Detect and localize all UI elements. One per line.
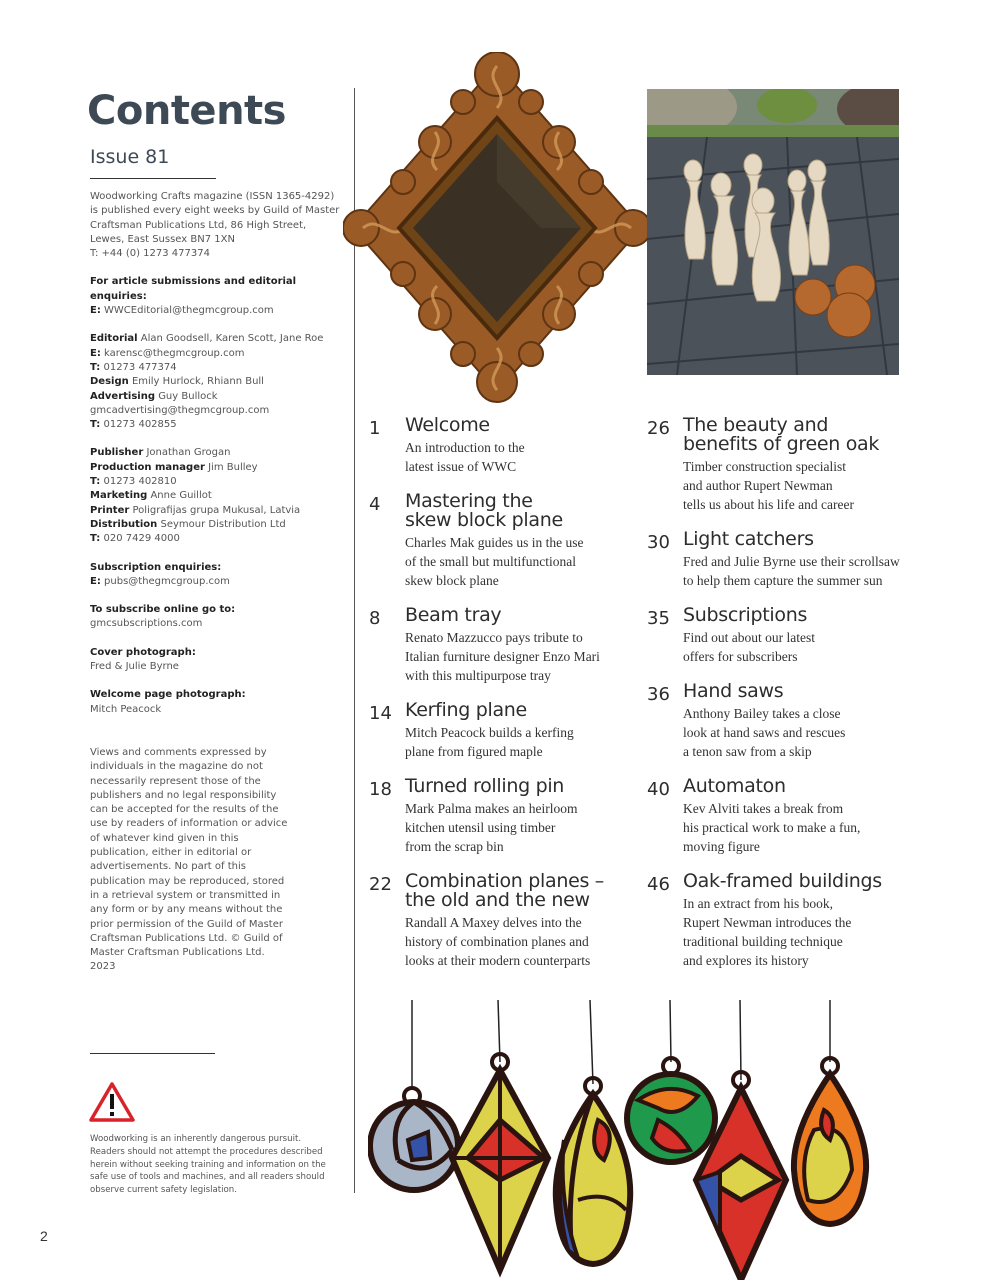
contents-page-number: 14	[369, 703, 392, 724]
contents-page-number: 8	[369, 608, 381, 629]
printer-name: Poligrafijas grupa Mukusal, Latvia	[132, 504, 301, 516]
contents-description: Find out about our latest offers for subscribers	[683, 630, 815, 664]
contents-description: Renato Mazzucco pays tribute to Italian furniture designer Enzo Mari with this multipurpose tray	[405, 630, 600, 683]
production-block	[90, 446, 340, 546]
printer-label: Printer	[90, 504, 130, 516]
safety-notice: Woodworking is an inherently dangerous pursuit. Readers should not attempt the procedures described herein without seeking training and information on the safe use of tools and machines, and all readers should observe current safety legislation.	[90, 1134, 326, 1196]
round-light-catcher	[627, 1058, 715, 1162]
contents-description: Kev Alviti takes a break from his practical work to make a fun, moving figure	[683, 801, 861, 854]
production-label: Production manager	[90, 461, 205, 473]
submissions-block	[90, 275, 340, 318]
warning-triangle-icon	[89, 1082, 135, 1122]
contents-page-number: 36	[647, 684, 670, 705]
contents-description: Charles Mak guides us in the use of the small but multifunctional skew block plane	[405, 535, 584, 588]
subscribe-online-label: To subscribe online go to:	[90, 604, 236, 616]
editorial-phone: 01273 477374	[103, 361, 177, 373]
distribution-phone: 020 7429 4000	[103, 533, 180, 545]
contents-title: Mastering the skew block plane	[405, 490, 563, 531]
contents-description: An introduction to the latest issue of WWC	[405, 440, 525, 474]
advertising-phone-label: T:	[90, 419, 101, 431]
advertising-phone: 01273 402855	[103, 419, 177, 431]
page-number: 2	[40, 1228, 48, 1244]
contents-description: Randall A Maxey delves into the history of combination planes and looks at their modern counterparts	[405, 915, 591, 968]
contents-page-number: 22	[369, 874, 392, 895]
contents-description: Anthony Bailey takes a close look at hand saws and rescues a tenon saw from a skip	[683, 706, 846, 759]
contents-title: Welcome	[405, 414, 490, 436]
contents-description: Mark Palma makes an heirloom kitchen utensil using timber from the scrap bin	[405, 801, 578, 854]
disclaimer: Views and comments expressed by individuals in the magazine do not necessarily represent those of the publishers and no legal responsibility can be accepted for the results of the use by readers of information or advice of whatever kind given in this publication, either in editorial or advertisements. No part of this publication may be reproduced, stored in a retrieval system or transmitted in any form or by any means without the prior permission of the Guild of Master Craftsman Publications Ltd. © Guild of Master Craftsman Publications Ltd. 2023	[90, 747, 288, 973]
publisher-info: Woodworking Crafts magazine (ISSN 1365-4292) is published every eight weeks by Guild of Master Craftsman Publications Ltd, 86 High Street, Lewes, East Sussex BN7 1XN	[90, 191, 340, 245]
contents-page-number: 40	[647, 779, 670, 800]
marketing-label: Marketing	[90, 490, 148, 502]
contents-title: Subscriptions	[683, 604, 808, 626]
production-phone-label: T:	[90, 476, 101, 488]
welcome-photo-block	[90, 688, 340, 717]
contents-title: The beauty and benefits of green oak	[683, 414, 880, 455]
distribution-name: Seymour Distribution Ltd	[160, 518, 286, 530]
editorial-label: Editorial	[90, 333, 138, 345]
diamond-light-catcher	[452, 1054, 548, 1270]
contents-page-number: 46	[647, 874, 670, 895]
contents-title: Turned rolling pin	[405, 775, 565, 797]
editorial-names: Alan Goodsell, Karen Scott, Jane Roe	[140, 333, 324, 345]
marketing-name: Anne Guillot	[150, 490, 212, 502]
subscription-email[interactable]: pubs@thegmcgroup.com	[104, 575, 230, 587]
contents-page-number: 1	[369, 418, 381, 439]
publisher-label: Publisher	[90, 447, 144, 459]
editorial-phone-label: T:	[90, 361, 101, 373]
page-title: Contents	[87, 88, 286, 134]
publisher-info-block	[90, 190, 340, 261]
welcome-photo-label: Welcome page photograph:	[90, 689, 246, 701]
skittles-photo	[647, 89, 899, 375]
subscription-email-label: E:	[90, 575, 101, 587]
contents-title: Combination planes – the old and the new	[405, 870, 605, 911]
round-light-catcher	[370, 1088, 458, 1190]
publisher-phone: T: +44 (0) 1273 477374	[90, 248, 210, 260]
contents-description: Timber construction specialist and author Rupert Newman tells us about his life and career	[683, 459, 854, 512]
publisher-name: Jonathan Grogan	[146, 447, 231, 459]
contents-page-number: 26	[647, 418, 670, 439]
advertising-names: Guy Bullock	[158, 390, 218, 402]
contents-description: In an extract from his book, Rupert Newman introduces the traditional building technique and explores its history	[683, 896, 852, 968]
contents-title: Automaton	[683, 775, 786, 797]
advertising-label: Advertising	[90, 390, 155, 402]
editorial-email[interactable]: karensc@thegmcgroup.com	[104, 347, 245, 359]
light-catchers-photo	[368, 1000, 888, 1280]
editorial-email-label: E:	[90, 347, 101, 359]
contents-page-number: 18	[369, 779, 392, 800]
teardrop-light-catcher	[556, 1078, 630, 1264]
contents-page-number: 4	[369, 494, 381, 515]
contents-title: Beam tray	[405, 604, 502, 626]
distribution-label: Distribution	[90, 518, 158, 530]
contents-title: Oak-framed buildings	[683, 870, 882, 892]
submissions-label: For article submissions and editorial enquiries:	[90, 276, 297, 302]
title-divider	[90, 178, 216, 179]
production-phone: 01273 402810	[103, 476, 177, 488]
subscription-block	[90, 561, 340, 590]
contents-title: Hand saws	[683, 680, 784, 702]
issue-number: Issue 81	[90, 146, 170, 168]
contents-title: Light catchers	[683, 528, 814, 550]
contents-description: Fred and Julie Byrne use their scrollsaw to help them capture the summer sun	[683, 554, 900, 588]
masthead	[90, 190, 340, 731]
submissions-email[interactable]: WWCEditorial@thegmcgroup.com	[104, 305, 274, 317]
cover-photo-block	[90, 646, 340, 675]
subscription-label: Subscription enquiries:	[90, 561, 222, 573]
contents-title: Kerfing plane	[405, 699, 527, 721]
design-label: Design	[90, 376, 129, 388]
cover-photo-credit: Fred & Julie Byrne	[90, 661, 179, 673]
subscribe-online-block	[90, 603, 340, 632]
design-names: Emily Hurlock, Rhiann Bull	[131, 376, 264, 388]
staff-block	[90, 332, 340, 432]
contents-description: Mitch Peacock builds a kerfing plane from figured maple	[405, 725, 574, 759]
distribution-phone-label: T:	[90, 533, 101, 545]
welcome-photo-credit: Mitch Peacock	[90, 703, 162, 715]
submissions-email-label: E:	[90, 305, 101, 317]
carved-mirror-photo	[343, 52, 651, 404]
production-name: Jim Bulley	[208, 461, 258, 473]
teardrop-light-catcher	[794, 1058, 866, 1224]
contents-page-number: 35	[647, 608, 670, 629]
cover-photo-label: Cover photograph:	[90, 646, 196, 658]
advertising-email[interactable]: gmcadvertising@thegmcgroup.com	[90, 404, 270, 416]
subscribe-online-url[interactable]: gmcsubscriptions.com	[90, 618, 203, 630]
contents-page-number: 30	[647, 532, 670, 553]
disclaimer-divider	[90, 1053, 215, 1054]
